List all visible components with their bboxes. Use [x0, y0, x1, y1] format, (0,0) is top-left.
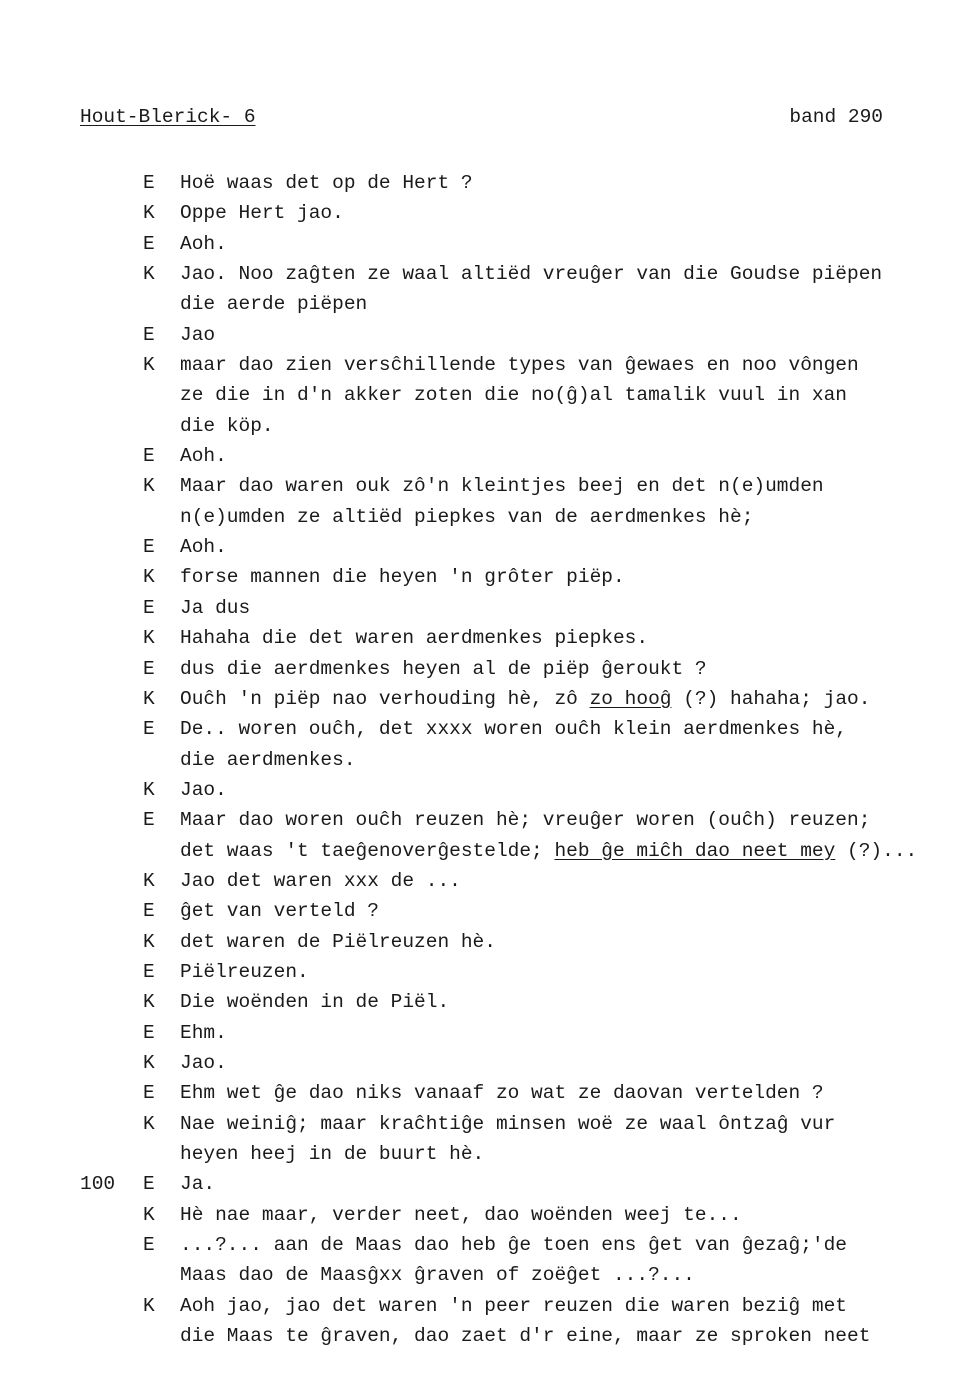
- utterance-text: [180, 1169, 215, 1199]
- transcript-line: [0, 1018, 979, 1048]
- text-segment: die köp.: [180, 414, 274, 437]
- utterance-text: [180, 927, 496, 957]
- transcript-line: [0, 593, 979, 623]
- utterance-text: [180, 654, 707, 684]
- speaker-label: K: [143, 1051, 155, 1074]
- speaker-label: E: [143, 323, 155, 346]
- speaker-label: K: [143, 354, 155, 377]
- transcript-line: [0, 623, 979, 653]
- text-segment: Piëlreuzen.: [180, 960, 309, 983]
- speaker-label: K: [143, 1294, 155, 1317]
- speaker-label: E: [143, 172, 155, 194]
- transcript-line: [0, 350, 979, 380]
- utterance-text: [180, 714, 847, 744]
- text-segment: Maas dao de Maasĝxx ĝraven of zoëĝet ...?...: [180, 1264, 695, 1287]
- transcript-line: [0, 714, 979, 744]
- text-segment: Ja dus: [180, 596, 251, 619]
- transcript-line: [0, 502, 979, 532]
- utterance-text: [180, 380, 847, 410]
- transcript-line: [0, 896, 979, 926]
- transcript-line: [0, 1200, 979, 1230]
- utterance-text: [180, 684, 870, 714]
- speaker-label: E: [143, 232, 155, 255]
- speaker-label: K: [143, 991, 155, 1014]
- speaker-label: E: [143, 1234, 155, 1257]
- transcript-line: [0, 168, 979, 198]
- utterance-text: [180, 623, 648, 653]
- page-header: [80, 106, 883, 132]
- transcript-line: [0, 684, 979, 714]
- utterance-text: [180, 471, 824, 501]
- speaker-label: K: [143, 1112, 155, 1135]
- speaker-label: E: [143, 960, 155, 983]
- text-segment: ze die in d'n akker zoten die no(ĝ)al tamalik vuul in xan: [180, 384, 848, 407]
- underlined-text: heb ĝe miĉh dao neet mey: [554, 839, 836, 862]
- utterance-text: [180, 562, 625, 592]
- speaker-label: E: [143, 596, 155, 619]
- utterance-text: [180, 1291, 847, 1321]
- speaker-label: K: [143, 627, 155, 650]
- utterance-text: [180, 229, 227, 259]
- speaker-label: E: [143, 1173, 155, 1196]
- transcript-line: [0, 380, 979, 410]
- text-segment: det waas 't taeĝenoverĝestelde;: [180, 839, 555, 862]
- transcript-line: [0, 836, 979, 866]
- transcript-line: [0, 411, 979, 441]
- utterance-text: [180, 775, 227, 805]
- text-segment: Ehm wet ĝe dao niks vanaaf zo wat ze daovan vertelden ?: [180, 1082, 824, 1105]
- transcript-line: [0, 866, 979, 896]
- text-segment: Jao. Noo zaĝten ze waal altiëd vreuĝer van die Goudse piëpen: [180, 263, 883, 286]
- utterance-text: [180, 1200, 742, 1230]
- text-segment: (?)...: [835, 839, 918, 862]
- utterance-text: [180, 957, 309, 987]
- transcript-line: [0, 654, 979, 684]
- utterance-text: [180, 805, 870, 835]
- transcript: [0, 168, 979, 1351]
- text-segment: Maar dao waren ouk zô'n kleintjes beej en det n(e)umden: [180, 475, 824, 498]
- transcript-line: [0, 1078, 979, 1108]
- text-segment: ĝet van verteld ?: [180, 900, 379, 923]
- utterance-text: [180, 987, 449, 1017]
- speaker-label: K: [143, 930, 155, 953]
- text-segment: Oppe Hert jao.: [180, 202, 344, 225]
- utterance-text: [180, 441, 227, 471]
- utterance-text: [180, 836, 917, 866]
- transcript-line: [0, 289, 979, 319]
- speaker-label: K: [143, 1203, 155, 1226]
- utterance-text: [180, 1139, 484, 1169]
- text-segment: Jao.: [180, 1051, 227, 1074]
- utterance-text: [180, 502, 753, 532]
- text-segment: Jao: [180, 323, 216, 346]
- text-segment: ...?... aan de Maas dao heb ĝe toen ens ĝet van ĝezaĝ;'de: [180, 1234, 848, 1257]
- header-title: Hout-Blerick- 6: [80, 106, 256, 128]
- utterance-text: [180, 1230, 847, 1260]
- speaker-label: K: [143, 869, 155, 892]
- speaker-label: E: [143, 900, 155, 923]
- utterance-text: [180, 198, 344, 228]
- text-segment: Ehm.: [180, 1021, 227, 1044]
- transcript-line: [0, 775, 979, 805]
- text-segment: dus die aerdmenkes heyen al de piëp ĝeroukt ?: [180, 657, 707, 680]
- speaker-label: E: [143, 1021, 155, 1044]
- text-segment: maar dao zien versĉhillende types van ĝewaes en noo vôngen: [180, 354, 859, 377]
- speaker-label: K: [143, 687, 155, 710]
- transcript-line: [0, 1260, 979, 1290]
- text-segment: Aoh.: [180, 232, 227, 255]
- text-segment: De.. woren ouĉh, det xxxx woren ouĉh klein aerdmenkes hè,: [180, 718, 848, 741]
- utterance-text: [180, 1078, 824, 1108]
- text-segment: Hè nae maar, verder neet, dao woënden weej te...: [180, 1203, 742, 1226]
- utterance-text: [180, 1260, 695, 1290]
- speaker-label: K: [143, 475, 155, 498]
- text-segment: Maar dao woren ouĉh reuzen hè; vreuĝer woren (ouĉh) reuzen;: [180, 809, 871, 832]
- utterance-text: [180, 350, 859, 380]
- text-segment: Aoh.: [180, 536, 227, 559]
- utterance-text: [180, 593, 250, 623]
- text-segment: det waren de Piëlreuzen hè.: [180, 930, 496, 953]
- utterance-text: [180, 289, 367, 319]
- transcript-line: [0, 957, 979, 987]
- utterance-text: [180, 168, 473, 198]
- utterance-text: [180, 866, 461, 896]
- transcript-line: [0, 745, 979, 775]
- text-segment: heyen heej in de buurt hè.: [180, 1143, 485, 1165]
- speaker-label: E: [143, 536, 155, 559]
- transcript-line: [0, 229, 979, 259]
- utterance-text: [180, 1048, 227, 1078]
- transcript-line: [0, 259, 979, 289]
- transcript-line: [0, 987, 979, 1017]
- speaker-label: E: [143, 657, 155, 680]
- speaker-label: K: [143, 263, 155, 286]
- transcript-line: [0, 562, 979, 592]
- text-segment: die Maas te ĝraven, dao zaet d'r eine, maar ze sproken neet: [180, 1325, 871, 1348]
- text-segment: Jao.: [180, 778, 227, 801]
- text-segment: Ouĉh 'n piëp nao verhouding hè, zô: [180, 687, 590, 710]
- text-segment: Hoë waas det op de Hert ?: [180, 172, 473, 194]
- utterance-text: [180, 1109, 835, 1139]
- text-segment: n(e)umden ze altiëd piepkes van de aerdmenkes hè;: [180, 505, 754, 528]
- text-segment: Hahaha die det waren aerdmenkes piepkes.: [180, 627, 649, 650]
- transcript-line: [0, 805, 979, 835]
- utterance-text: [180, 259, 882, 289]
- text-segment: forse mannen die heyen 'n grôter piëp.: [180, 566, 625, 589]
- speaker-label: E: [143, 718, 155, 741]
- speaker-label: E: [143, 809, 155, 832]
- transcript-line: [0, 1109, 979, 1139]
- speaker-label: K: [143, 778, 155, 801]
- text-segment: (?) hahaha; jao.: [671, 687, 871, 710]
- text-segment: Aoh.: [180, 445, 227, 468]
- utterance-text: [180, 532, 227, 562]
- utterance-text: [180, 1321, 870, 1351]
- speaker-label: E: [143, 1082, 155, 1105]
- transcript-line: [0, 320, 979, 350]
- transcript-line: [0, 532, 979, 562]
- speaker-label: K: [143, 566, 155, 589]
- tape-number: band 290: [789, 106, 883, 128]
- underlined-text: zo hooĝ: [589, 687, 672, 710]
- utterance-text: [180, 1018, 227, 1048]
- transcript-line: [0, 1230, 979, 1260]
- transcript-line: [0, 927, 979, 957]
- text-segment: Aoh jao, jao det waren 'n peer reuzen die waren beziĝ met: [180, 1294, 848, 1317]
- transcript-line: [0, 1169, 979, 1199]
- text-segment: Nae weiniĝ; maar kraĉhtiĝe minsen woë ze waal ôntzaĝ vur: [180, 1112, 836, 1135]
- utterance-text: [180, 896, 379, 926]
- utterance-text: [180, 320, 215, 350]
- line-number: 100: [80, 1173, 116, 1196]
- text-segment: Ja.: [180, 1173, 216, 1196]
- utterance-text: [180, 411, 274, 441]
- text-segment: Die woënden in de Piël.: [180, 991, 450, 1014]
- transcript-line: [0, 198, 979, 228]
- transcript-line: [0, 471, 979, 501]
- text-segment: Jao det waren xxx de ...: [180, 869, 461, 892]
- utterance-text: [180, 745, 356, 775]
- transcript-line: [0, 1291, 979, 1321]
- transcript-line: [0, 1139, 979, 1169]
- transcript-line: [0, 1321, 979, 1351]
- speaker-label: E: [143, 445, 155, 468]
- transcript-line: [0, 441, 979, 471]
- text-segment: die aerde piëpen: [180, 293, 368, 316]
- transcript-line: [0, 1048, 979, 1078]
- text-segment: die aerdmenkes.: [180, 748, 356, 771]
- speaker-label: K: [143, 202, 155, 225]
